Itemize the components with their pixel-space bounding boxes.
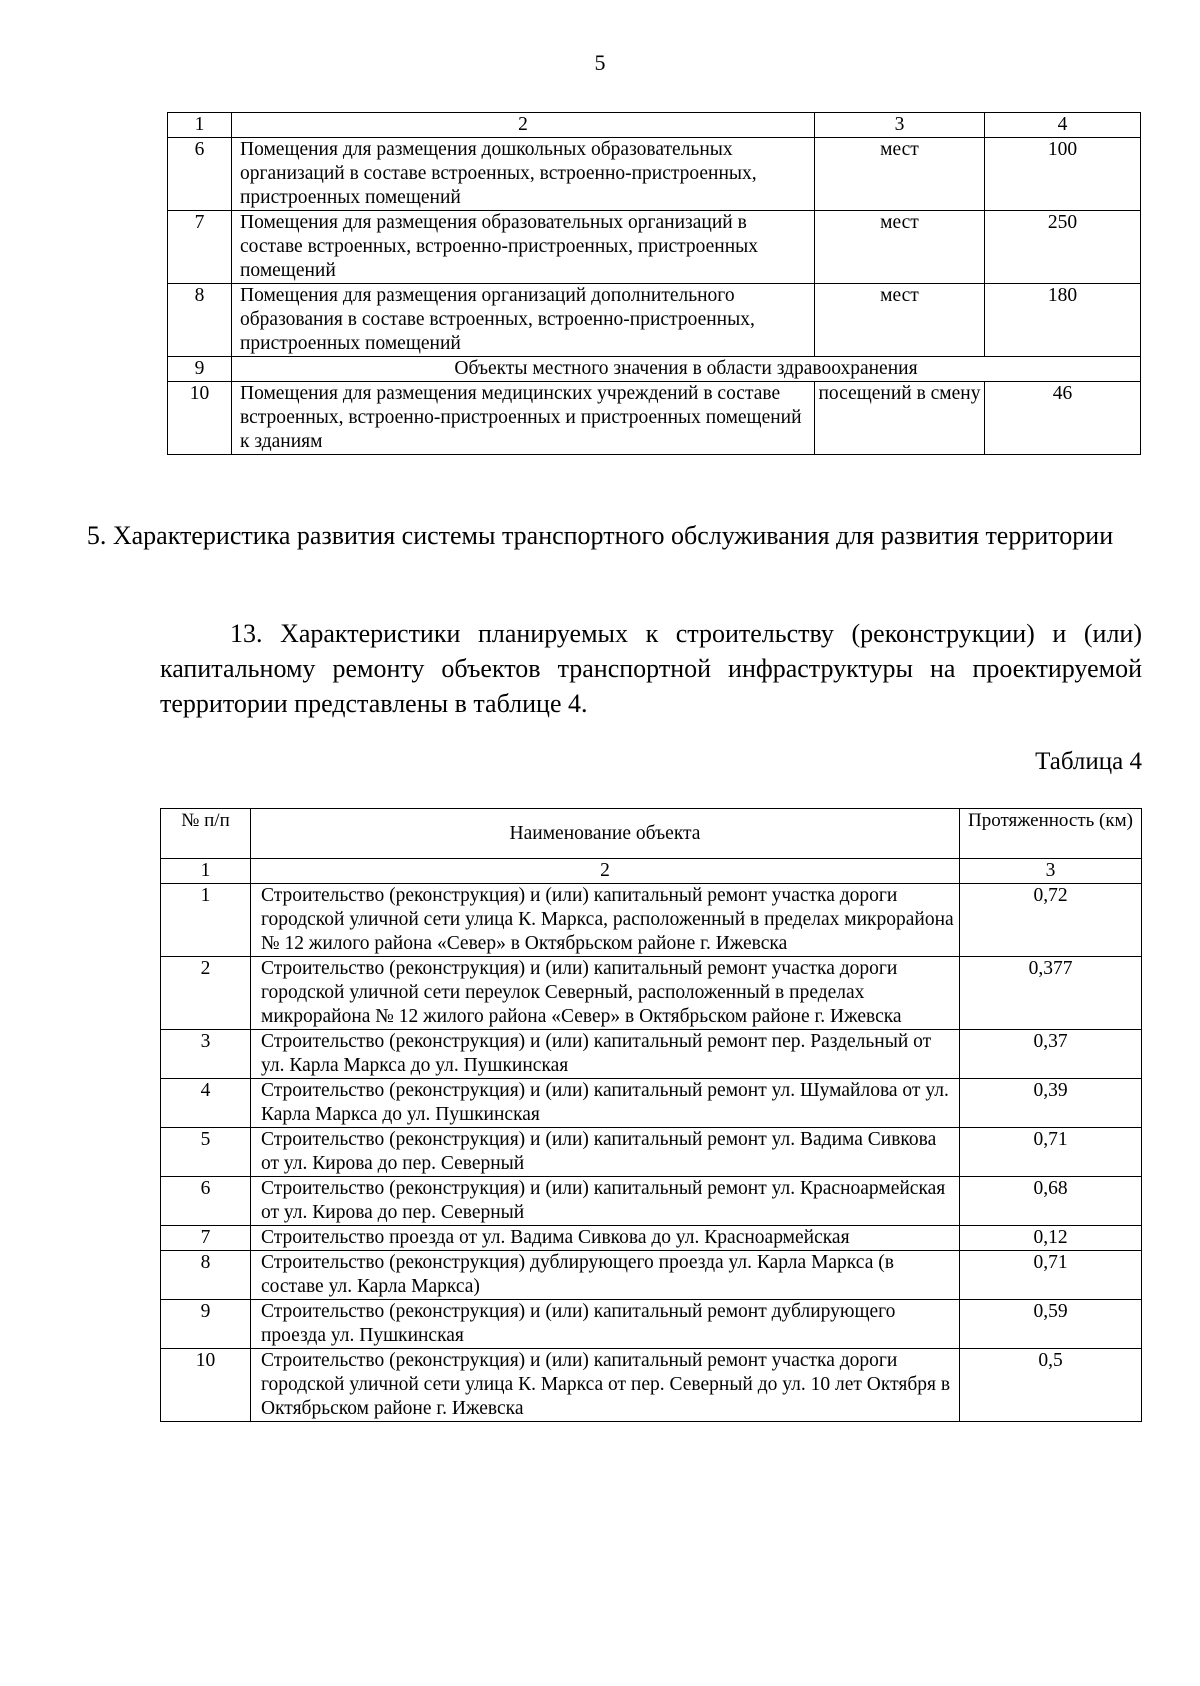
table-row [161, 1300, 1142, 1349]
row-unit: мест [815, 211, 985, 284]
table-row [168, 138, 1141, 211]
row-name: Строительство (реконструкция) и (или) капитальный ремонт пер. Раздельный от ул. Карла Маркса до ул. Пушкинская [251, 1030, 960, 1079]
paragraph-13 [160, 616, 1142, 721]
row-length: 0,5 [960, 1349, 1142, 1422]
table-row [161, 1251, 1142, 1300]
row-value: 46 [985, 382, 1141, 455]
row-length: 0,71 [960, 1251, 1142, 1300]
table-row [161, 1177, 1142, 1226]
table-column-numbers-row [161, 859, 1142, 884]
row-unit: мест [815, 138, 985, 211]
row-number: 9 [161, 1300, 251, 1349]
column-number-cell: 4 [985, 113, 1141, 138]
row-number: 8 [161, 1251, 251, 1300]
table-header-row [161, 809, 1142, 859]
header-length: Протяженность (км) [960, 809, 1142, 859]
row-name: Строительство (реконструкция) и (или) капитальный ремонт ул. Вадима Сивкова от ул. Кирова до пер. Северный [251, 1128, 960, 1177]
facilities-table [167, 112, 1141, 455]
row-name: Строительство (реконструкция) и (или) капитальный ремонт участка дороги городской уличной сети переулок Северный, расположенный в пределах микрорайона № 12 жилого района «Север» в Октябрьском районе г. Ижевска [251, 957, 960, 1030]
table-row [168, 382, 1141, 455]
header-num: № п/п [161, 809, 251, 859]
section-heading: 5. Характеристика развития системы транспортного обслуживания для развития территории [86, 521, 1114, 550]
row-name: Помещения для размещения образовательных организаций в составе встроенных, встроенно-пристроенных, пристроенных помещений [232, 211, 815, 284]
row-name: Строительство (реконструкция) и (или) капитальный ремонт участка дороги городской уличной сети улица К. Маркса, расположенный в пределах микрорайона № 12 жилого района «Север» в Октябрьском районе г. Ижевска [251, 884, 960, 957]
row-name: Строительство проезда от ул. Вадима Сивкова до ул. Красноармейская [251, 1226, 960, 1251]
header-name: Наименование объекта [251, 809, 960, 859]
row-number: 10 [161, 1349, 251, 1422]
row-length: 0,37 [960, 1030, 1142, 1079]
table-row [161, 1349, 1142, 1422]
table-row [161, 1079, 1142, 1128]
table-header-row [168, 113, 1141, 138]
row-number: 2 [161, 957, 251, 1030]
row-value: 250 [985, 211, 1141, 284]
row-length: 0,12 [960, 1226, 1142, 1251]
row-unit: мест [815, 284, 985, 357]
row-number: 6 [161, 1177, 251, 1226]
column-number-cell: 3 [815, 113, 985, 138]
column-number-cell: 3 [960, 859, 1142, 884]
row-name: Помещения для размещения медицинских учреждений в составе встроенных, встроенно-пристроенных и пристроенных помещений к зданиям [232, 382, 815, 455]
row-value: 100 [985, 138, 1141, 211]
row-length: 0,39 [960, 1079, 1142, 1128]
table-row [161, 1226, 1142, 1251]
row-number: 9 [168, 357, 232, 382]
column-number-cell: 2 [232, 113, 815, 138]
row-number: 7 [161, 1226, 251, 1251]
row-length: 0,71 [960, 1128, 1142, 1177]
row-length: 0,377 [960, 957, 1142, 1030]
row-name: Строительство (реконструкция) и (или) капитальный ремонт ул. Красноармейская от ул. Кирова до пер. Северный [251, 1177, 960, 1226]
row-number: 8 [168, 284, 232, 357]
row-number: 7 [168, 211, 232, 284]
row-number: 4 [161, 1079, 251, 1128]
table-row [161, 884, 1142, 957]
row-number: 1 [161, 884, 251, 957]
table-row [161, 1030, 1142, 1079]
row-name: Строительство (реконструкция) и (или) капитальный ремонт дублирующего проезда ул. Пушкинская [251, 1300, 960, 1349]
table-caption: Таблица 4 [1035, 748, 1142, 775]
row-name: Помещения для размещения дошкольных образовательных организаций в составе встроенных, встроенно-пристроенных, пристроенных помещений [232, 138, 815, 211]
row-name: Строительство (реконструкция) дублирующего проезда ул. Карла Маркса (в составе ул. Карла Маркса) [251, 1251, 960, 1300]
row-number: 5 [161, 1128, 251, 1177]
row-value: 180 [985, 284, 1141, 357]
column-number-cell: 2 [251, 859, 960, 884]
table-row [161, 1128, 1142, 1177]
row-name: Строительство (реконструкция) и (или) капитальный ремонт ул. Шумайлова от ул. Карла Маркса до ул. Пушкинская [251, 1079, 960, 1128]
table-section-row [168, 357, 1141, 382]
column-number-cell: 1 [168, 113, 232, 138]
row-length: 0,72 [960, 884, 1142, 957]
paragraph-13-text: 13. Характеристики планируемых к строительству (реконструкции) и (или) капитальному ремонту объектов транспортной инфраструктуры на проектируемой территории представлены в таблице 4. [160, 619, 1142, 718]
transport-objects-table [160, 808, 1142, 1422]
section-title: Объекты местного значения в области здравоохранения [232, 357, 1141, 382]
table-row [168, 211, 1141, 284]
row-name: Помещения для размещения организаций дополнительного образования в составе встроенных, встроенно-пристроенных, пристроенных помещений [232, 284, 815, 357]
row-number: 3 [161, 1030, 251, 1079]
page-number: 5 [594, 50, 606, 75]
row-name: Строительство (реконструкция) и (или) капитальный ремонт участка дороги городской уличной сети улица К. Маркса от пер. Северный до ул. 10 лет Октября в Октябрьском районе г. Ижевска [251, 1349, 960, 1422]
row-number: 6 [168, 138, 232, 211]
row-number: 10 [168, 382, 232, 455]
table-row [168, 284, 1141, 357]
table-row [161, 957, 1142, 1030]
row-length: 0,59 [960, 1300, 1142, 1349]
column-number-cell: 1 [161, 859, 251, 884]
row-length: 0,68 [960, 1177, 1142, 1226]
row-unit: посещений в смену [815, 382, 985, 455]
